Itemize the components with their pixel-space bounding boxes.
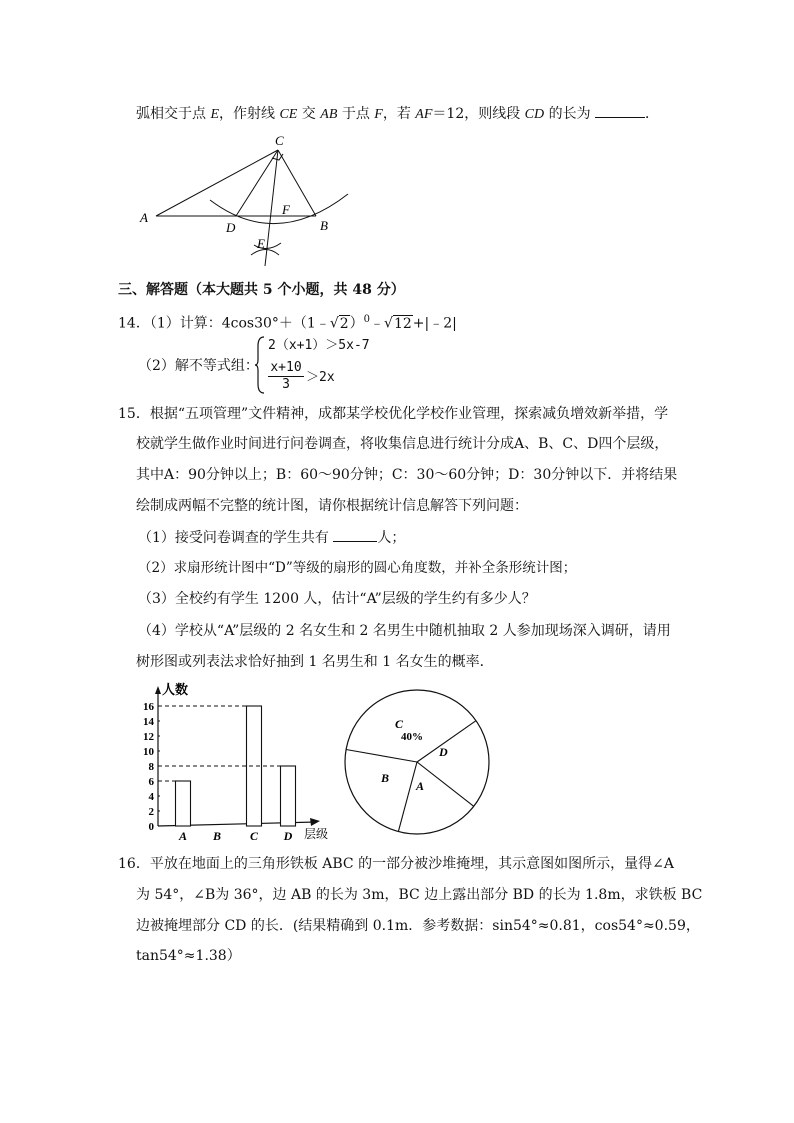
y-tick-label: 8 [148,761,154,773]
q15-sub-3: （3）全校约有学生 1200 人，估计“A”层级的学生约有多少人？ [138,591,536,607]
label-a: A [140,210,148,225]
fraction-numerator: x+10 [268,360,304,377]
y-tick-label: 2 [148,806,154,818]
inequality-1: 2（x+1）＞5x-7 [268,338,370,353]
answer-blank[interactable] [333,527,377,542]
q14-part1: 14．（1）计算：4cos30°＋（1﹣√2）$^0$﹣√12+|﹣2| [118,314,457,332]
q15-sub-2: （2）求扇形统计图中“D”等级的扇形的圆心角度数，并补全条形统计图； [138,560,577,576]
text-seg: 交 [297,106,321,122]
label-d: D [226,220,236,235]
text-seg: ，作射线 [219,106,280,122]
label-b: B [320,218,328,233]
sqrt-2: 2 [339,315,349,332]
x-tick-label: C [249,829,259,843]
text-seg: ） [349,315,364,332]
bar-A [176,781,191,826]
q16-line-1: 16．平放在地面上的三角形铁板 ABC 的一部分被沙堆掩埋，其示意图如图所示，量得∠A [118,856,674,872]
text-seg: （1）计算：4cos30°＋（1﹣ [149,315,330,332]
sqrt-12: 12 [393,315,412,332]
x-tick-label: D [283,829,293,843]
arc-e-2 [251,250,279,256]
fraction-denominator: 3 [282,377,290,392]
text-seg: ＝12，则线段 [432,106,525,122]
question-number: 14． [118,315,150,332]
answer-blank[interactable] [595,103,645,118]
x-tick-label: B [212,829,222,843]
bar-D [281,766,296,826]
text-seg: 弧相交于点 [136,106,211,122]
ray-ce: CE [279,107,298,122]
text-seg: ，若 [382,106,416,122]
segment-cd: CD [524,107,545,122]
label-f: F [282,202,290,217]
y-tick-label: 12 [143,731,154,743]
q15-line-4: 绘制成两幅不完整的统计图，请你根据统计信息解答下列问题： [136,498,528,514]
geometry-figure [136,130,356,270]
section-title: 三、解答题（本大题共 5 个小题，共 48 分） [118,282,405,298]
text-seg: ． [645,106,660,122]
pie-chart [343,686,503,846]
slice-label-b: B [381,771,390,785]
q15-line-1: 15．根据“五项管理”文件精神，成都某学校优化学校作业管理，探索减负增效新举措，学 [118,406,669,422]
text-seg: 人； [377,530,406,546]
y-tick-label: 6 [148,776,154,788]
x-tick-label: A [178,829,188,843]
q16-line-3: 边被掩埋部分 CD 的长．(结果精确到 0.1m．参考数据：sin54°≈0.81，cos54°≈0.59， [136,918,700,934]
q16-line-2: 为 54°，∠B为 36°，边 AB 的长为 3m，BC 边上露出部分 BD 的长为 1.8m，求铁板 BC [136,887,703,903]
label-c: C [275,133,284,148]
y-axis-arrow [155,686,161,694]
q15-sub-4-line-2: 树形图或列表法求恰好抽到 1 名男生和 1 名女生的概率． [136,654,494,670]
q15-sub-4-line-1: （4）学校从“A”层级的 2 名女生和 2 名男生中随机抽取 2 人参加现场深入调研，请用 [138,623,671,639]
y-tick-label: 14 [143,716,154,728]
inequality-2-rhs: ＞2x [306,370,335,385]
q15-sub-1 [138,527,405,548]
segment-ac-line [156,150,278,216]
text-seg: +|﹣2| [412,315,457,332]
q15-line-2: 校就学生做作业时间进行问卷调查，将收集信息进行统计分成A、B、C、D四个层级， [136,436,669,452]
text-seg: 的长为 [544,106,596,122]
slice-label-a: A [416,779,425,793]
x-axis-arrow [310,818,320,826]
y-tick-label: 16 [143,701,154,713]
label-e: E [257,236,265,251]
text-seg: ﹣ [370,315,385,332]
q13-text-line [136,103,659,125]
segment-ab: AB [320,107,338,122]
x-axis-label: 层级 [304,827,329,841]
y-tick-label: 10 [143,746,154,758]
point-e: E [210,107,220,122]
q16-line-4: tan54°≈1.38） [136,948,241,964]
fraction [268,360,304,393]
y-axis-label: 人数 [162,682,189,697]
text-seg: 于点 [337,106,375,122]
system-brace [254,336,266,394]
slice-label-d: D [439,745,448,759]
segment-af: AF [415,107,433,122]
point-f: F [374,107,383,122]
slice-value-c: 40% [401,731,423,743]
slice-label-c: C [395,717,404,731]
q14-part2-label: （2）解不等式组： [138,358,259,374]
exponent: 0 [363,314,371,325]
text-seg: （1）接受问卷调查的学生共有 [138,530,334,546]
y-tick-label: 0 [148,821,154,833]
y-tick-label: 4 [148,791,154,803]
q15-line-3: 其中A：90分钟以上；B：60～90分钟；C：30～60分钟；D：30分钟以下．并将结果 [136,467,678,483]
bar-chart [128,680,358,845]
